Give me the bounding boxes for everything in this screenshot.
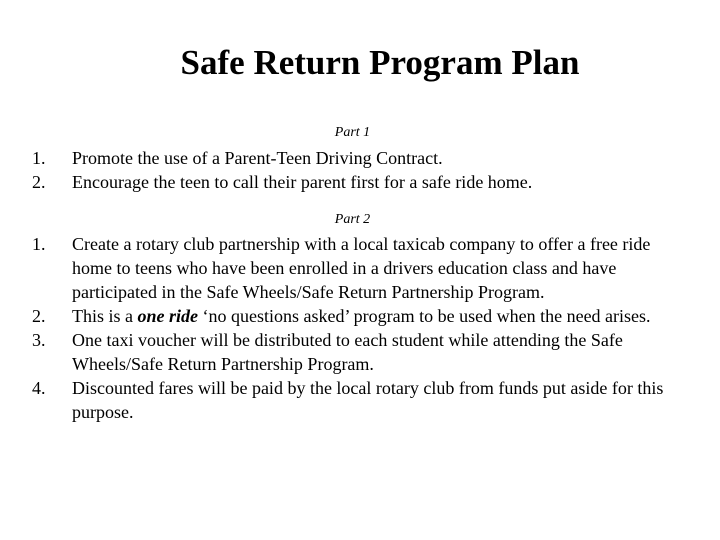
- part-2-heading: Part 2: [334, 212, 371, 227]
- part-2-list: [32, 232, 672, 424]
- list-item-number: 2.: [32, 306, 46, 326]
- page-title: Safe Return Program Plan: [180, 43, 580, 82]
- list-item-text-before: This is a: [72, 306, 138, 326]
- list-item-emphasis: one ride: [137, 306, 198, 326]
- list-item: [32, 376, 672, 424]
- list-item-text: Promote the use of a Parent-Teen Driving Contract.: [72, 148, 443, 168]
- list-item-number: 4.: [32, 378, 46, 398]
- part-1-heading: Part 1: [334, 125, 371, 140]
- list-item-number: 1.: [32, 234, 46, 254]
- list-item-text: Discounted fares will be paid by the local rotary club from funds put aside for this purpose.: [72, 378, 664, 422]
- list-item: [32, 146, 672, 170]
- part-1-list: [32, 146, 672, 194]
- list-item-number: 2.: [32, 172, 46, 192]
- list-item-text-after: ‘no questions asked’ program to be used when the need arises.: [198, 306, 651, 326]
- list-item-text: Create a rotary club partnership with a local taxicab company to offer a free ride home to teens who have been enrolled in a drivers education class and have participated in the Safe Wheels/Safe Return Partnership Program.: [72, 234, 651, 302]
- list-item-text: Encourage the teen to call their parent first for a safe ride home.: [72, 172, 533, 192]
- list-item-text: One taxi voucher will be distributed to each student while attending the Safe Wheels/Safe Return Partnership Program.: [72, 330, 623, 374]
- list-item: [32, 328, 672, 376]
- list-item: [32, 232, 672, 304]
- list-item-number: 3.: [32, 330, 46, 350]
- list-item: [32, 304, 672, 328]
- list-item-number: 1.: [32, 148, 46, 168]
- list-item: [32, 170, 672, 194]
